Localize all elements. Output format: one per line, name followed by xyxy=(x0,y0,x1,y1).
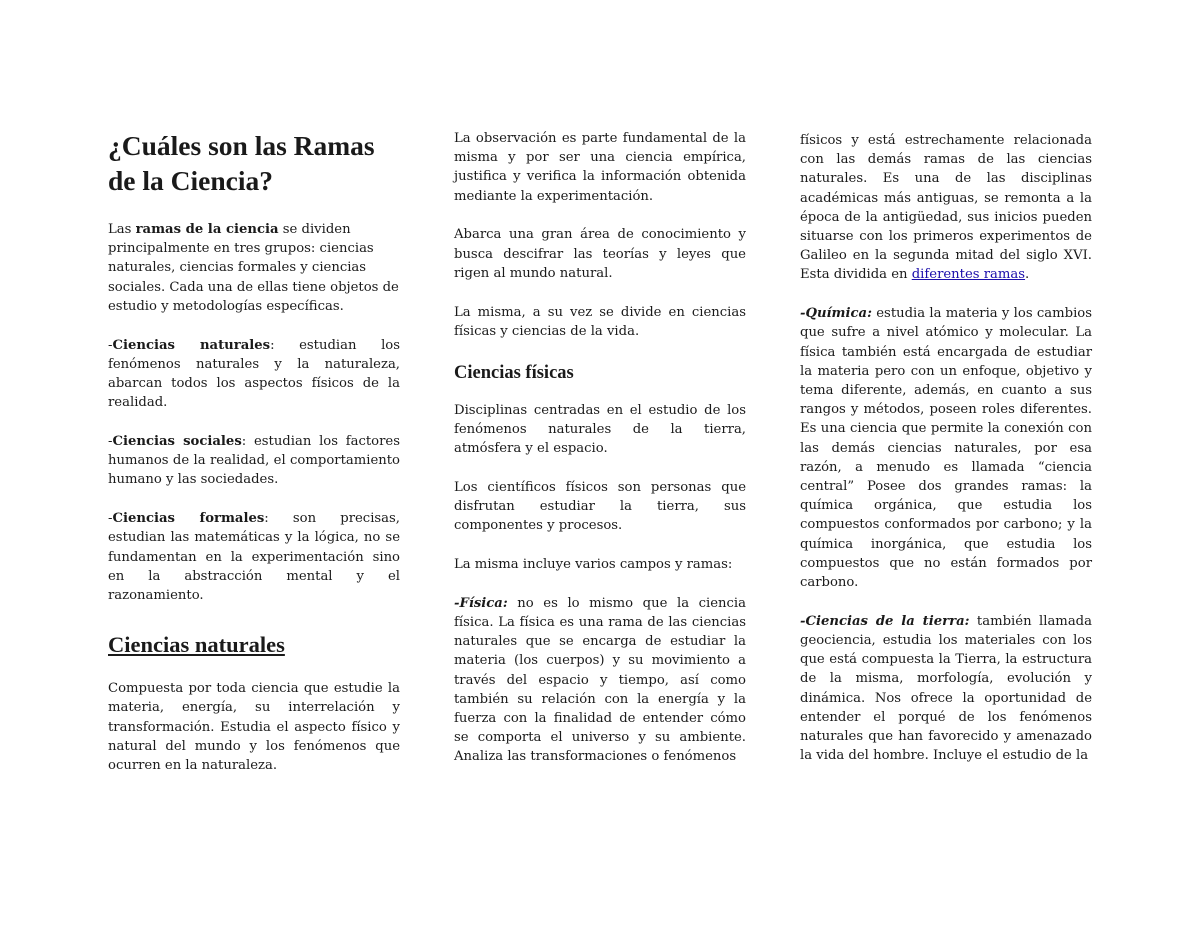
ciencias-sociales-text: : estudian los factores humanos de la realidad, el comportamiento humano y las sociedades. xyxy=(108,434,400,488)
ciencias-sociales-term: Ciencias sociales xyxy=(112,434,242,450)
fisica-text: no es lo mismo que la ciencia física. La física es una rama de las ciencias naturales que se encarga de estudiar la materia (los cuerpos) y su movimiento a través del espacio y tiempo, así como también su relación con la energía y la fuerza con la finalidad de entender cómo se comporta el universo y su ambiente. Analiza las transformaciones o fenómenos xyxy=(454,595,746,765)
divide-paragraph: La misma, a su vez se divide en ciencias físicas y ciencias de la vida. xyxy=(454,304,746,339)
ciencias-naturales-term: Ciencias naturales xyxy=(112,337,271,353)
bullet-dash: - xyxy=(108,337,113,353)
ciencias-naturales-text: : estudian los fenómenos naturales y la naturaleza, abarcan todos los aspectos físicos de la realidad. xyxy=(108,337,400,411)
ciencias-formales-text: : son precisas, estudian las matemáticas y la lógica, no se fundamentan en la experimentación sino en la abstracción mental y el razonamiento. xyxy=(108,511,400,604)
intro-text-end: se dividen principalmente en tres grupos: ciencias naturales, ciencias formales y ciencias sociales. Cada una de ellas tiene objetos de estudio y metodologías específicas. xyxy=(108,222,399,314)
column-3 xyxy=(800,131,1092,785)
ciencias-tierra-term: -Ciencias de la tierra: xyxy=(800,613,970,629)
ciencias-sociales-paragraph xyxy=(108,432,400,490)
bullet-dash: - xyxy=(108,434,113,450)
fisica-paragraph xyxy=(454,594,746,767)
fisica-continuation-text: físicos y está estrechamente relacionada con las demás ramas de las ciencias naturales. Es una de las disciplinas académicas más antiguas, se remonta a la época de la antigüedad, sus inicios pueden situarse con los primeros experimentos de Galileo en la segunda mitad del siglo XVI. Esta dividida en xyxy=(800,133,1092,283)
quimica-paragraph xyxy=(800,304,1092,592)
heading-ciencias-fisicas: Ciencias físicas xyxy=(454,362,574,383)
period: . xyxy=(1025,267,1030,283)
page-title: ¿Cuáles son las Ramas de la Ciencia? xyxy=(108,130,375,196)
fisica-continuation-paragraph xyxy=(800,131,1092,285)
campos-paragraph: La misma incluye varios campos y ramas: xyxy=(454,557,733,573)
ciencias-formales-paragraph xyxy=(108,509,400,605)
cientificos-paragraph: Los científicos físicos son personas que disfrutan estudiar la tierra, sus componentes y procesos. xyxy=(454,479,746,534)
ciencias-naturales-body: Compuesta por toda ciencia que estudie la materia, energía, su interrelación y transformación. Estudia el aspecto físico y natural del mundo y los fenómenos que ocurren en la naturaleza. xyxy=(108,681,400,774)
diferentes-ramas-link[interactable]: diferentes ramas xyxy=(911,267,1026,283)
intro-bold-term: ramas de la ciencia xyxy=(135,222,279,237)
column-2 xyxy=(454,129,746,786)
quimica-text: estudia la materia y los cambios que sufre a nivel atómico y molecular. La física también está encargada de estudiar la materia pero con un enfoque, objetivo y tema diferente, además, en cuanto a sus rangos y métodos, poseen roles diferentes. Es una ciencia que permite la conexión con las demás ciencias naturales, por esa razón, a menudo es llamada “ciencia central” Posee dos grandes ramas: la química orgánica, que estudia los compuestos conformados por carbono; y la química inorgánica, que estudia los compuestos que no están formados por carbono. xyxy=(800,306,1092,591)
ciencias-tierra-text: también llamada geociencia, estudia los materiales con los que está compuesta la Tierra, la estructura de la misma, morfología, evolución y dinámica. Nos ofrece la oportunidad de entender el porqué de los fenómenos naturales que han favorecido y amenazado la vida del hombre. Incluye el estudio de la xyxy=(800,613,1092,764)
intro-paragraph xyxy=(108,220,400,316)
ciencias-tierra-paragraph xyxy=(800,612,1092,766)
bullet-dash: - xyxy=(108,511,113,527)
fisica-term: -Física: xyxy=(454,595,508,611)
ciencias-formales-term: Ciencias formales xyxy=(112,511,265,527)
intro-text-start: Las xyxy=(108,222,136,237)
observacion-paragraph: La observación es parte fundamental de la misma y por ser una ciencia empírica, justifica y verifica la información obtenida mediante la experimentación. xyxy=(454,131,746,204)
heading-ciencias-naturales: Ciencias naturales xyxy=(108,632,285,658)
column-1 xyxy=(108,128,400,795)
abarca-paragraph: Abarca una gran área de conocimiento y busca descifrar las teorías y leyes que rigen al mundo natural. xyxy=(454,227,746,281)
quimica-term: -Química: xyxy=(800,306,872,322)
disciplinas-paragraph: Disciplinas centradas en el estudio de los fenómenos naturales de la tierra, atmósfera y el espacio. xyxy=(454,402,746,457)
ciencias-naturales-paragraph xyxy=(108,336,400,413)
